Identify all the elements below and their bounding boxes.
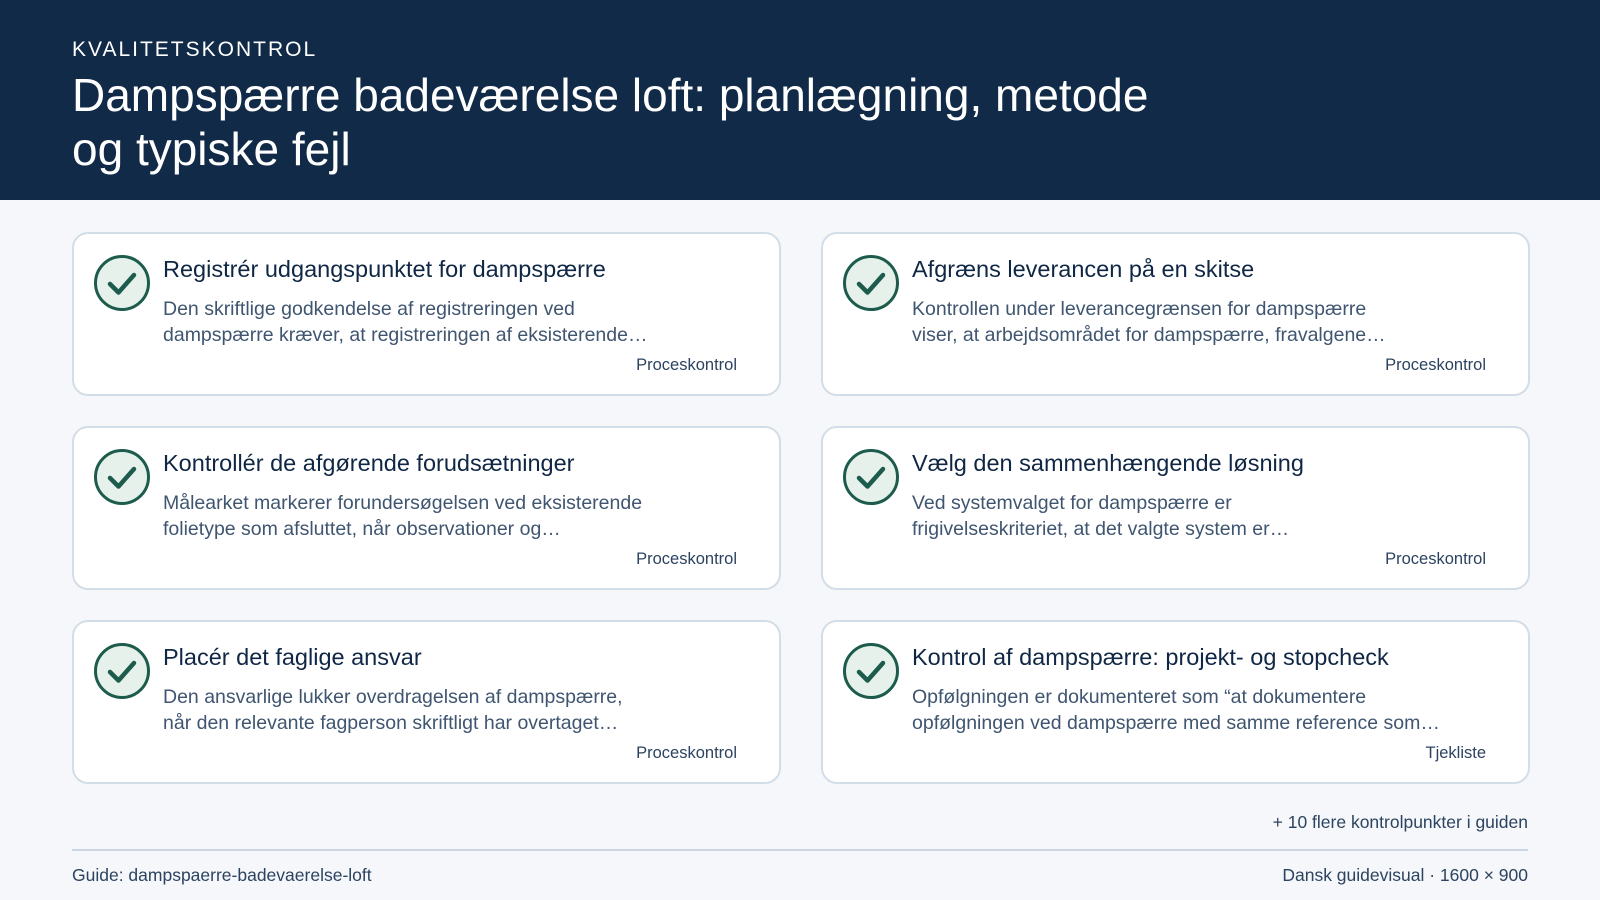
footer-guide-slug: Guide: dampspaerre-badevaerelse-loft bbox=[72, 865, 372, 885]
more-checkpoints-link[interactable]: + 10 flere kontrolpunkter i guiden bbox=[1272, 812, 1528, 832]
card-title: Registrér udgangspunktet for dampspærre bbox=[163, 256, 606, 282]
check-circle-icon bbox=[842, 254, 900, 312]
checklist-card bbox=[821, 426, 1530, 590]
footer-meta: Dansk guidevisual · 1600 × 900 bbox=[1282, 865, 1528, 885]
card-description-line: viser, at arbejdsområdet for dampspærre, fravalgene… bbox=[912, 324, 1386, 346]
card-title: Vælg den sammenhængende løsning bbox=[912, 450, 1304, 476]
card-description-line: Ved systemvalget for dampspærre er bbox=[912, 492, 1232, 514]
card-title: Kontrol af dampspærre: projekt- og stopcheck bbox=[912, 644, 1389, 670]
card-title: Afgræns leverancen på en skitse bbox=[912, 256, 1255, 282]
checklist-card bbox=[821, 232, 1530, 396]
check-circle-icon bbox=[93, 448, 151, 506]
checklist-card bbox=[72, 426, 781, 590]
card-description bbox=[163, 490, 703, 542]
card-tag: Proceskontrol bbox=[636, 550, 737, 568]
page-title: Dampspærre badeværelse loft: planlægning, metode og typiske fejl bbox=[72, 69, 1149, 175]
card-description bbox=[912, 684, 1452, 736]
card-description-line: Den ansvarlige lukker overdragelsen af dampspærre, bbox=[163, 686, 623, 708]
card-tag: Proceskontrol bbox=[636, 356, 737, 374]
checklist-grid bbox=[72, 232, 1530, 784]
card-description-line: frigivelseskriteriet, at det valgte system er… bbox=[912, 518, 1290, 540]
check-circle-icon bbox=[842, 448, 900, 506]
card-description-line: Opfølgningen er dokumenteret som “at dokumentere bbox=[912, 686, 1367, 708]
card-tag: Proceskontrol bbox=[636, 744, 737, 762]
card-description-line: Kontrollen under leverancegrænsen for dampspærre bbox=[912, 298, 1367, 320]
page-header bbox=[0, 0, 1600, 200]
card-description bbox=[912, 296, 1452, 348]
card-tag: Proceskontrol bbox=[1385, 356, 1486, 374]
card-description-line: folietype som afsluttet, når observationer og… bbox=[163, 518, 561, 540]
card-tag: Proceskontrol bbox=[1385, 550, 1486, 568]
check-circle-icon bbox=[93, 254, 151, 312]
checklist-card bbox=[821, 620, 1530, 784]
check-circle-icon bbox=[93, 642, 151, 700]
card-description-line: Den skriftlige godkendelse af registreringen ved bbox=[163, 298, 575, 320]
card-description-line: Målearket markerer forundersøgelsen ved eksisterende bbox=[163, 492, 643, 514]
card-title: Placér det faglige ansvar bbox=[163, 644, 422, 670]
checklist-card bbox=[72, 620, 781, 784]
card-description-line: når den relevante fagperson skriftligt har overtaget… bbox=[163, 712, 619, 734]
card-title: Kontrollér de afgørende forudsætninger bbox=[163, 450, 575, 476]
eyebrow-label: KVALITETSKONTROL bbox=[72, 38, 318, 61]
card-tag: Tjekliste bbox=[1425, 744, 1486, 762]
card-description bbox=[912, 490, 1452, 542]
card-description bbox=[163, 296, 703, 348]
card-description-line: opfølgningen ved dampspærre med samme reference som… bbox=[912, 712, 1440, 734]
checklist-card bbox=[72, 232, 781, 396]
card-description-line: dampspærre kræver, at registreringen af eksisterende… bbox=[163, 324, 648, 346]
check-circle-icon bbox=[842, 642, 900, 700]
card-description bbox=[163, 684, 703, 736]
footer-divider bbox=[72, 849, 1528, 851]
